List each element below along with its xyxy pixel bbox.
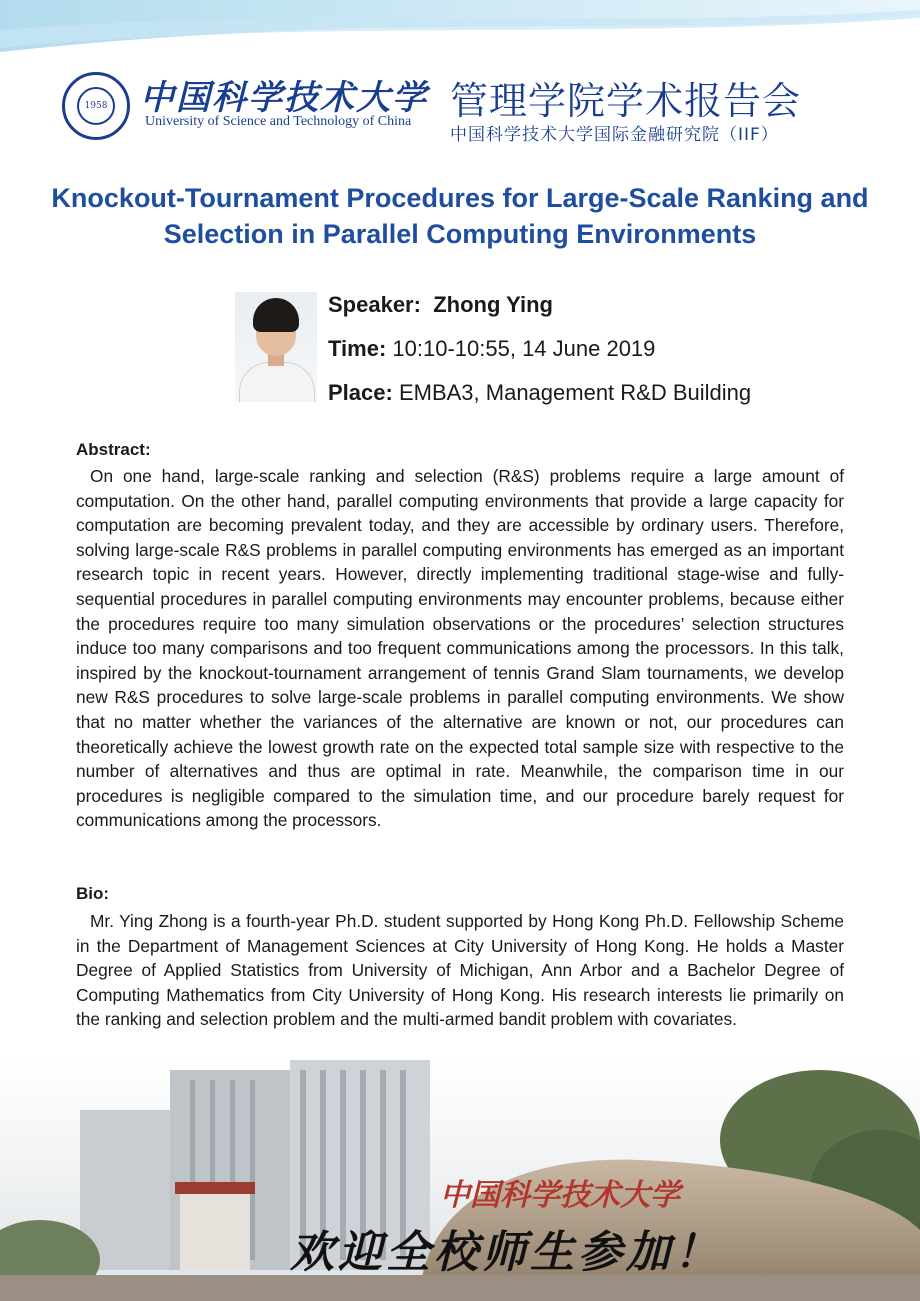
rock-inscription: 中国科学技术大学 [440,1178,680,1213]
event-series-title: 管理学院学术报告会 [450,79,802,123]
time-row [328,332,751,376]
header [0,60,920,160]
top-wave-decoration [0,0,920,60]
bio-text: Mr. Ying Zhong is a fourth-year Ph.D. student supported by Hong Kong Ph.D. Fellowship Scheme in the Department of Management Sciences at City University of Hong Kong. He holds a Master Degree of Applied Statistics from University of Michigan, Ann Arbor and a Bachelor Degree of Computing Mathematics from City University of Hong Kong. His research interests lie primarily on the ranking and selection problem and the multi-armed bandit problem with covariates. [76,911,844,1030]
university-name-en: University of Science and Technology of China [145,114,412,129]
place-row [328,376,751,420]
university-name-cn: 中国科学技术大学 [140,78,428,118]
welcome-slogan: 欢迎全校师生参加！ [290,1227,722,1278]
speaker-label: Speaker: [328,292,421,317]
ustc-seal-icon [62,72,130,140]
talk-info [328,288,751,420]
bio-label: Bio: [76,884,110,903]
time-label: Time: [328,336,387,361]
speaker-row [328,288,751,332]
speaker-name: Zhong Ying [433,292,553,317]
abstract-label: Abstract: [76,440,151,459]
speaker-photo [235,292,317,402]
seal-year: 1958 [77,87,115,125]
time-value: 10:10-10:55, 14 June 2019 [392,336,656,361]
event-organizer: 中国科学技术大学国际金融研究院（IIF） [450,125,779,145]
abstract-text: On one hand, large-scale ranking and selection (R&S) problems require a large amount of computation. On the other hand, parallel computing environments that provide a large capacity for computation are becoming prevalent today, and they are accessible by ordinary users. Therefore, solving large-scale R&S problems in parallel computing environments has emerged as an important research topic in recent years. However, directly implementing traditional stage-wise and fully-sequential procedures in parallel computing environments may encounter problems, because either the procedures require too many simulation observations or the procedures’ selection structures induce too many comparisons and too frequent communications among the processors. In this talk, inspired by the knockout-tournament arrangement of tennis Grand Slam tournaments, we develop new R&S procedures to solve large-scale problems in parallel computing environments. We show that no matter whether the variances of the alternative are known or not, our procedures can theoretically achieve the lowest growth rate on the expected total sample size with respective to the number of alternatives and thus are optimal in rate. Meanwhile, the comparison time in our procedures is negligible compared to the simulation time, and our procedure barely request for communications among the processors. [76,466,844,831]
talk-title: Knockout-Tournament Procedures for Large-Scale Ranking and Selection in Parallel Computing Environments [51,183,869,249]
place-label: Place: [328,380,393,405]
place-value: EMBA3, Management R&D Building [398,380,752,405]
